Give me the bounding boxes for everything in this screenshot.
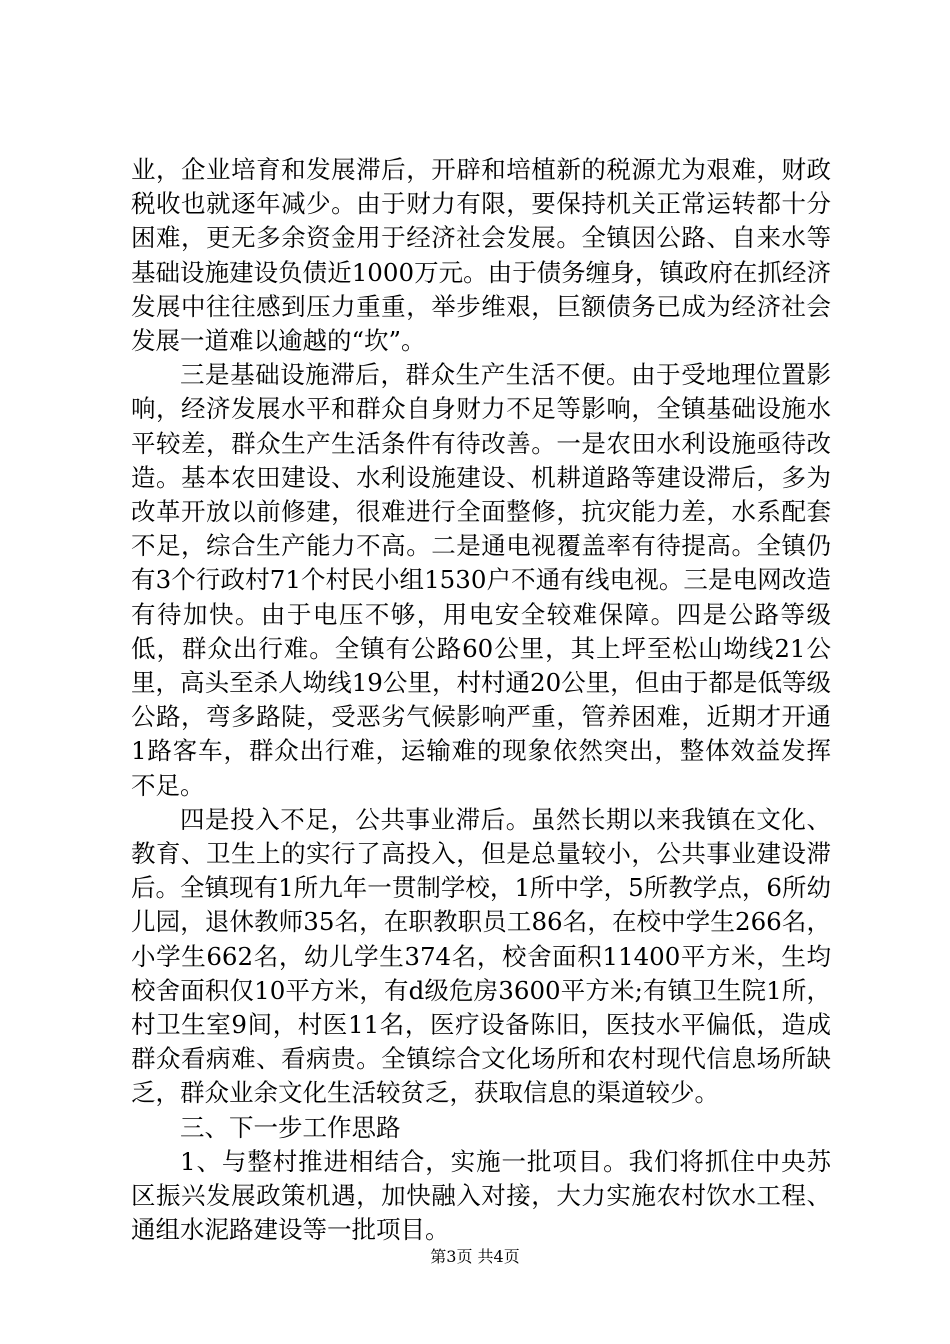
paragraph-finance: 业，企业培育和发展滞后，开辟和培植新的税源尤为艰难，财政税收也就逐年减少。由于财力有限，要保持机关正常运转都十分困难，更无多余资金用于经济社会发展。全镇因公路、自来水等基础设施建设负债近1000万元。由于债务缠身，镇政府在抓经济发展中往往感到压力重重，举步维艰，巨额债务已成为经济社会发展一道难以逾越的“坎”。 (131, 155, 831, 356)
document-body (131, 153, 831, 1248)
paragraph-public-services: 四是投入不足，公共事业滞后。虽然长期以来我镇在文化、教育、卫生上的实行了高投入，但是总量较小，公共事业建设滞后。全镇现有1所九年一贯制学校，1所中学，5所教学点，6所幼儿园，退休教师35名，在职教职员工86名，在校中学生266名，小学生662名，幼儿学生374名，校舍面积11400平方米，生均校舍面积仅10平方米，有d级危房3600平方米;有镇卫生院1所，村卫生室9间，村医11名，医疗设备陈旧，医技水平偏低，造成群众看病难、看病贵。全镇综合文化场所和农村现代信息场所缺乏，群众业余文化生活较贫乏，获取信息的渠道较少。 (131, 804, 831, 1108)
paragraph-infrastructure: 三是基础设施滞后，群众生产生活不便。由于受地理位置影响，经济发展水平和群众自身财力不足等影响，全镇基础设施水平较差，群众生产生活条件有待改善。一是农田水利设施亟待改造。基本农田建设、水利设施建设、机耕道路等建设滞后，多为改革开放以前修建，很难进行全面整修，抗灾能力差，水系配套不足，综合生产能力不高。二是通电视覆盖率有待提高。全镇仍有3个行政村71个村民小组1530户不通有线电视。三是电网改造有待加快。由于电压不够，用电安全较难保障。四是公路等级低，群众出行难。全镇有公路60公里，其上坪至松山坳线21公里，高头至杀人坳线19公里，村村通20公里，但由于都是低等级公路，弯多路陡，受恶劣气候影响严重，管养困难，近期才开通1路客车，群众出行难，运输难的现象依然突出，整体效益发挥不足。 (131, 360, 831, 800)
paragraph-item-1: 1、与整村推进相结合，实施一批项目。我们将抓住中央苏区振兴发展政策机遇，加快融入对接，大力实施农村饮水工程、通组水泥路建设等一批项目。 (131, 1146, 831, 1245)
page-number-footer: 第3页 共4页 (430, 1247, 520, 1266)
section-heading: 三、下一步工作思路 (180, 1112, 401, 1142)
